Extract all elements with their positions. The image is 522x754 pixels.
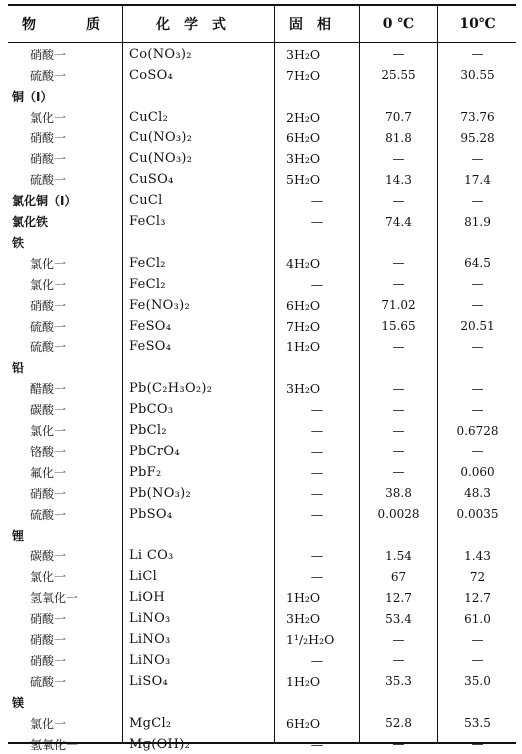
- substance-cell: 氯化一: [30, 424, 67, 439]
- substance-cell: 锂: [12, 528, 25, 543]
- substance-cell: 硫酸一: [30, 319, 67, 334]
- formula-cell: FeSO₄: [129, 339, 172, 355]
- table-row: [8, 608, 516, 629]
- solubility-10c-cell: —: [471, 47, 484, 62]
- solubility-10c-cell: 48.3: [464, 486, 491, 501]
- solid-phase-cell: 7H₂O: [286, 318, 321, 334]
- substance-cell: 硝酸一: [30, 47, 67, 62]
- table-row: [8, 128, 516, 149]
- substance-cell: 铜（Ⅰ）: [12, 89, 53, 104]
- formula-cell: FeSO₄: [129, 318, 172, 334]
- substance-cell: 醋酸一: [30, 382, 67, 397]
- table-row: [8, 692, 516, 713]
- solubility-10c-cell: —: [471, 444, 484, 459]
- formula-cell: Fe(NO₃)₂: [129, 297, 191, 313]
- substance-cell: 硫酸一: [30, 173, 67, 188]
- solubility-0c-cell: [361, 232, 436, 253]
- substance-cell: 氯化铁: [12, 215, 49, 230]
- solubility-10c-cell: —: [471, 632, 484, 647]
- header-substance: 物 质: [22, 17, 118, 33]
- solid-phase-cell: 4H₂O: [286, 255, 321, 271]
- solid-phase-cell: [276, 86, 358, 107]
- substance-cell: 氯化铜（Ⅰ）: [12, 194, 77, 209]
- solid-phase-cell: 3H₂O: [286, 611, 321, 627]
- table-row: [8, 650, 516, 671]
- solid-phase-cell: —: [310, 569, 324, 585]
- substance-cell: 铬酸一: [30, 444, 67, 459]
- solid-phase-cell: 6H₂O: [286, 297, 321, 313]
- substance-cell: 碳酸一: [30, 403, 67, 418]
- solubility-10c-cell: 95.28: [460, 130, 495, 145]
- solubility-table: [8, 4, 516, 752]
- substance-cell: 氯化一: [30, 110, 67, 125]
- solid-phase-cell: —: [310, 193, 324, 209]
- solid-phase-cell: 1H₂O: [286, 673, 321, 689]
- substance-cell: 硝酸一: [30, 653, 67, 668]
- solubility-0c-cell: —: [392, 444, 405, 459]
- formula-cell: [123, 86, 273, 107]
- substance-cell: 氯化一: [30, 277, 67, 292]
- solubility-0c-cell: 67: [390, 569, 407, 584]
- solubility-10c-cell: 73.76: [460, 110, 495, 125]
- formula-cell: PbF₂: [129, 464, 162, 480]
- formula-cell: PbCO₃: [129, 402, 174, 418]
- table-row: [8, 420, 516, 441]
- table-row: [8, 337, 516, 358]
- solid-phase-cell: 6H₂O: [286, 130, 321, 146]
- solid-phase-cell: —: [310, 652, 324, 668]
- table-row: [8, 86, 516, 107]
- formula-cell: LiSO₄: [129, 673, 169, 689]
- table-row: [8, 149, 516, 170]
- table-row: [8, 169, 516, 190]
- solid-phase-cell: 1H₂O: [286, 339, 321, 355]
- solubility-0c-cell: —: [392, 256, 405, 271]
- table-row: [8, 65, 516, 86]
- table-row: [8, 107, 516, 128]
- solubility-0c-cell: [361, 358, 436, 379]
- formula-cell: PbCl₂: [129, 423, 167, 439]
- formula-cell: LiNO₃: [129, 652, 171, 668]
- formula-cell: [123, 525, 273, 546]
- table-row: [8, 190, 516, 211]
- substance-cell: 硝酸一: [30, 298, 67, 313]
- solid-phase-cell: 3H₂O: [286, 151, 321, 167]
- table-row: [8, 713, 516, 734]
- solubility-0c-cell: [361, 692, 436, 713]
- solubility-10c-cell: 72: [469, 569, 486, 584]
- table-row: [8, 734, 516, 754]
- solid-phase-cell: 5H₂O: [286, 172, 321, 188]
- solubility-0c-cell: 74.4: [385, 214, 412, 229]
- solubility-10c-cell: [439, 232, 516, 253]
- solid-phase-cell: 6H₂O: [286, 715, 321, 731]
- solubility-0c-cell: 53.4: [385, 611, 412, 626]
- table-row: [8, 462, 516, 483]
- solubility-10c-cell: —: [471, 737, 484, 752]
- solid-phase-cell: —: [310, 402, 324, 418]
- substance-cell: 氯化一: [30, 256, 67, 271]
- substance-cell: 硫酸一: [30, 340, 67, 355]
- formula-cell: [123, 232, 273, 253]
- solubility-0c-cell: —: [392, 653, 405, 668]
- solubility-0c-cell: [361, 86, 436, 107]
- solubility-0c-cell: —: [392, 402, 405, 417]
- solid-phase-cell: 2H₂O: [286, 109, 321, 125]
- formula-cell: PbCrO₄: [129, 443, 180, 459]
- table-row: [8, 211, 516, 232]
- formula-cell: Mg(OH)₂: [129, 736, 191, 752]
- solid-phase-cell: —: [310, 214, 324, 230]
- solubility-0c-cell: —: [392, 47, 405, 62]
- formula-cell: CuSO₄: [129, 172, 174, 188]
- solubility-0c-cell: —: [392, 151, 405, 166]
- table-row: [8, 441, 516, 462]
- substance-cell: 铁: [12, 235, 25, 250]
- solid-phase-cell: —: [310, 276, 324, 292]
- solubility-10c-cell: 53.5: [464, 716, 491, 731]
- substance-cell: 硝酸一: [30, 152, 67, 167]
- solubility-10c-cell: 17.4: [464, 172, 491, 187]
- formula-cell: CuCl: [129, 193, 163, 209]
- solubility-0c-cell: 71.02: [381, 298, 416, 313]
- table-header: [8, 6, 516, 43]
- formula-cell: Pb(C₂H₃O₂)₂: [129, 381, 213, 397]
- substance-cell: 氢氧化一: [30, 737, 79, 752]
- substance-cell: 硝酸一: [30, 612, 67, 627]
- solubility-10c-cell: —: [471, 381, 484, 396]
- solid-phase-cell: —: [310, 464, 324, 480]
- formula-cell: LiNO₃: [129, 611, 171, 627]
- solid-phase-cell: 3H₂O: [286, 381, 321, 397]
- substance-cell: 氯化一: [30, 570, 67, 585]
- solubility-0c-cell: 70.7: [385, 110, 412, 125]
- solubility-10c-cell: 81.9: [464, 214, 491, 229]
- solubility-0c-cell: 0.0028: [377, 507, 420, 522]
- substance-cell: 硝酸一: [30, 633, 67, 648]
- header-formula: 化学式: [156, 17, 240, 33]
- solubility-10c-cell: —: [471, 653, 484, 668]
- solubility-0c-cell: 38.8: [385, 486, 412, 501]
- table-row: [8, 378, 516, 399]
- solubility-0c-cell: 35.3: [385, 674, 412, 689]
- substance-cell: 铅: [12, 361, 25, 376]
- substance-cell: 镁: [12, 695, 25, 710]
- table-row: [8, 671, 516, 692]
- solubility-0c-cell: 81.8: [385, 130, 412, 145]
- substance-cell: 氟化一: [30, 465, 67, 480]
- solid-phase-cell: —: [310, 443, 324, 459]
- table-row: [8, 567, 516, 588]
- solid-phase-cell: —: [310, 548, 324, 564]
- solubility-0c-cell: —: [392, 193, 405, 208]
- formula-cell: LiCl: [129, 569, 158, 585]
- formula-cell: FeCl₂: [129, 255, 166, 271]
- substance-cell: 硝酸一: [30, 486, 67, 501]
- solubility-10c-cell: [439, 358, 516, 379]
- substance-cell: 硫酸一: [30, 507, 67, 522]
- substance-cell: 硫酸一: [30, 68, 67, 83]
- solid-phase-cell: [276, 232, 358, 253]
- table-row: [8, 483, 516, 504]
- formula-cell: CuCl₂: [129, 109, 169, 125]
- solid-phase-cell: 1¹/₂H₂O: [286, 632, 335, 648]
- formula-cell: Pb(NO₃)₂: [129, 485, 192, 501]
- formula-cell: Li CO₃: [129, 548, 174, 564]
- solubility-0c-cell: —: [392, 381, 405, 396]
- solubility-0c-cell: 52.8: [385, 716, 412, 731]
- solubility-10c-cell: 0.060: [460, 465, 495, 480]
- formula-cell: LiOH: [129, 590, 165, 606]
- solubility-10c-cell: 0.0035: [456, 507, 499, 522]
- formula-cell: Cu(NO₃)₂: [129, 151, 193, 167]
- formula-cell: [123, 692, 273, 713]
- solubility-10c-cell: —: [471, 151, 484, 166]
- solubility-0c-cell: 1.54: [385, 548, 412, 563]
- solubility-0c-cell: [361, 525, 436, 546]
- solid-phase-cell: —: [310, 506, 324, 522]
- table-row: [8, 587, 516, 608]
- formula-cell: MgCl₂: [129, 715, 172, 731]
- solubility-0c-cell: —: [392, 423, 405, 438]
- solubility-0c-cell: —: [392, 339, 405, 354]
- solubility-0c-cell: 25.55: [381, 68, 416, 83]
- formula-cell: Cu(NO₃)₂: [129, 130, 193, 146]
- formula-cell: FeCl₂: [129, 276, 166, 292]
- solid-phase-cell: [276, 525, 358, 546]
- table-row: [8, 525, 516, 546]
- solubility-10c-cell: 30.55: [460, 68, 495, 83]
- solubility-10c-cell: —: [471, 193, 484, 208]
- solubility-0c-cell: —: [392, 737, 405, 752]
- solubility-10c-cell: —: [471, 298, 484, 313]
- solid-phase-cell: 3H₂O: [286, 46, 321, 62]
- solubility-10c-cell: 64.5: [464, 256, 491, 271]
- substance-cell: 硝酸一: [30, 131, 67, 146]
- header-solid-phase: 固相: [289, 17, 345, 33]
- solubility-10c-cell: 20.51: [460, 319, 495, 334]
- solid-phase-cell: —: [310, 736, 324, 752]
- solid-phase-cell: [276, 358, 358, 379]
- solid-phase-cell: [276, 692, 358, 713]
- table-row: [8, 253, 516, 274]
- solubility-10c-cell: 12.7: [464, 590, 491, 605]
- solubility-10c-cell: 35.0: [464, 674, 491, 689]
- solubility-0c-cell: —: [392, 632, 405, 647]
- substance-cell: 碳酸一: [30, 549, 67, 564]
- solubility-0c-cell: —: [392, 277, 405, 292]
- solubility-10c-cell: —: [471, 277, 484, 292]
- table-row: [8, 232, 516, 253]
- table-row: [8, 629, 516, 650]
- solubility-10c-cell: 61.0: [464, 611, 491, 626]
- solid-phase-cell: 7H₂O: [286, 67, 321, 83]
- solubility-10c-cell: [439, 525, 516, 546]
- table-row: [8, 44, 516, 65]
- solid-phase-cell: 1H₂O: [286, 590, 321, 606]
- formula-cell: FeCl₃: [129, 214, 166, 230]
- table-row: [8, 399, 516, 420]
- formula-cell: CoSO₄: [129, 67, 174, 83]
- formula-cell: PbSO₄: [129, 506, 173, 522]
- table-row: [8, 316, 516, 337]
- solubility-10c-cell: —: [471, 339, 484, 354]
- formula-cell: Co(NO₃)₂: [129, 46, 192, 62]
- substance-cell: 氯化一: [30, 716, 67, 731]
- solubility-10c-cell: 0.6728: [456, 423, 499, 438]
- solubility-10c-cell: [439, 692, 516, 713]
- solid-phase-cell: —: [310, 423, 324, 439]
- header-10c: 10℃: [459, 16, 496, 32]
- table-row: [8, 274, 516, 295]
- solubility-10c-cell: [439, 86, 516, 107]
- solubility-0c-cell: 15.65: [381, 319, 416, 334]
- substance-cell: 氢氧化一: [30, 591, 79, 606]
- table-row: [8, 358, 516, 379]
- table-row: [8, 546, 516, 567]
- solubility-0c-cell: —: [392, 465, 405, 480]
- solubility-0c-cell: 12.7: [385, 590, 412, 605]
- table-row: [8, 504, 516, 525]
- substance-cell: 硫酸一: [30, 674, 67, 689]
- formula-cell: [123, 358, 273, 379]
- formula-cell: LiNO₃: [129, 632, 171, 648]
- solid-phase-cell: —: [310, 485, 324, 501]
- table-row: [8, 295, 516, 316]
- solubility-10c-cell: —: [471, 402, 484, 417]
- solubility-0c-cell: 14.3: [385, 172, 412, 187]
- header-0c: 0 ℃: [382, 16, 415, 32]
- solubility-10c-cell: 1.43: [464, 548, 491, 563]
